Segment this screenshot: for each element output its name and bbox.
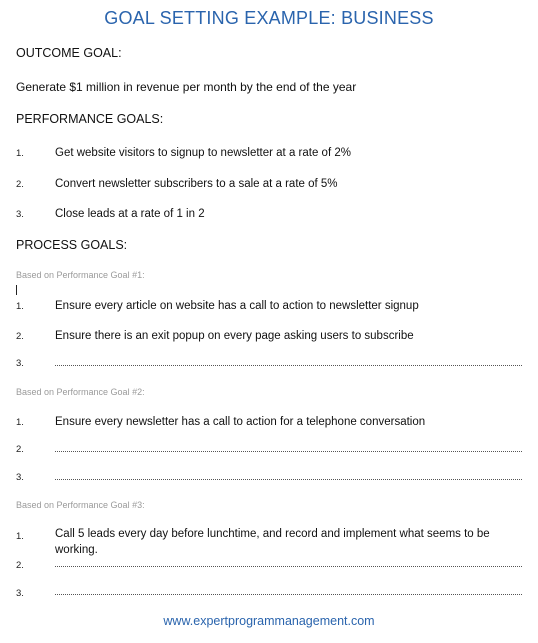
blank-goal-line: [55, 594, 522, 595]
process-goal-number: 1.: [16, 301, 24, 312]
outcome-goal-heading: OUTCOME GOAL:: [16, 46, 122, 60]
performance-goal-number: 2.: [16, 179, 24, 190]
process-goal-number: 1.: [16, 531, 24, 542]
process-goal-number: 3.: [16, 472, 24, 483]
text-cursor: [16, 285, 17, 295]
footer-website-url: www.expertprogrammanagement.com: [163, 614, 375, 628]
process-goal-number: 1.: [16, 417, 24, 428]
performance-goal-text: Close leads at a rate of 1 in 2: [55, 208, 205, 220]
process-goal-text: Call 5 leads every day before lunchtime, and record and implement what seems to be working.: [55, 528, 490, 556]
process-goal-number: 2.: [16, 560, 24, 571]
performance-goal-number: 1.: [16, 148, 24, 159]
blank-goal-line: [55, 451, 522, 452]
performance-goal-number: 3.: [16, 209, 24, 220]
process-group-label: Based on Performance Goal #3:: [16, 500, 145, 510]
process-group-label: Based on Performance Goal #2:: [16, 387, 145, 397]
process-goal-number: 2.: [16, 331, 24, 342]
process-goal-number: 2.: [16, 444, 24, 455]
performance-goal-text: Convert newsletter subscribers to a sale at a rate of 5%: [55, 178, 338, 190]
process-goal-text: Ensure every article on website has a call to action to newsletter signup: [55, 300, 419, 312]
process-goal-text: Ensure there is an exit popup on every page asking users to subscribe: [55, 330, 414, 342]
process-goal-number: 3.: [16, 588, 24, 599]
process-goals-heading: PROCESS GOALS:: [16, 238, 128, 252]
performance-goals-heading: PERFORMANCE GOALS:: [16, 112, 164, 126]
process-goal-number: 3.: [16, 358, 24, 369]
page-title: GOAL SETTING EXAMPLE: BUSINESS: [104, 8, 434, 28]
outcome-goal-text: Generate $1 million in revenue per month by the end of the year: [16, 80, 357, 94]
blank-goal-line: [55, 566, 522, 567]
process-goal-text: Ensure every newsletter has a call to action for a telephone conversation: [55, 416, 426, 428]
process-group-label: Based on Performance Goal #1:: [16, 270, 145, 280]
blank-goal-line: [55, 479, 522, 480]
performance-goal-text: Get website visitors to signup to newsletter at a rate of 2%: [55, 147, 351, 159]
blank-goal-line: [55, 365, 522, 366]
